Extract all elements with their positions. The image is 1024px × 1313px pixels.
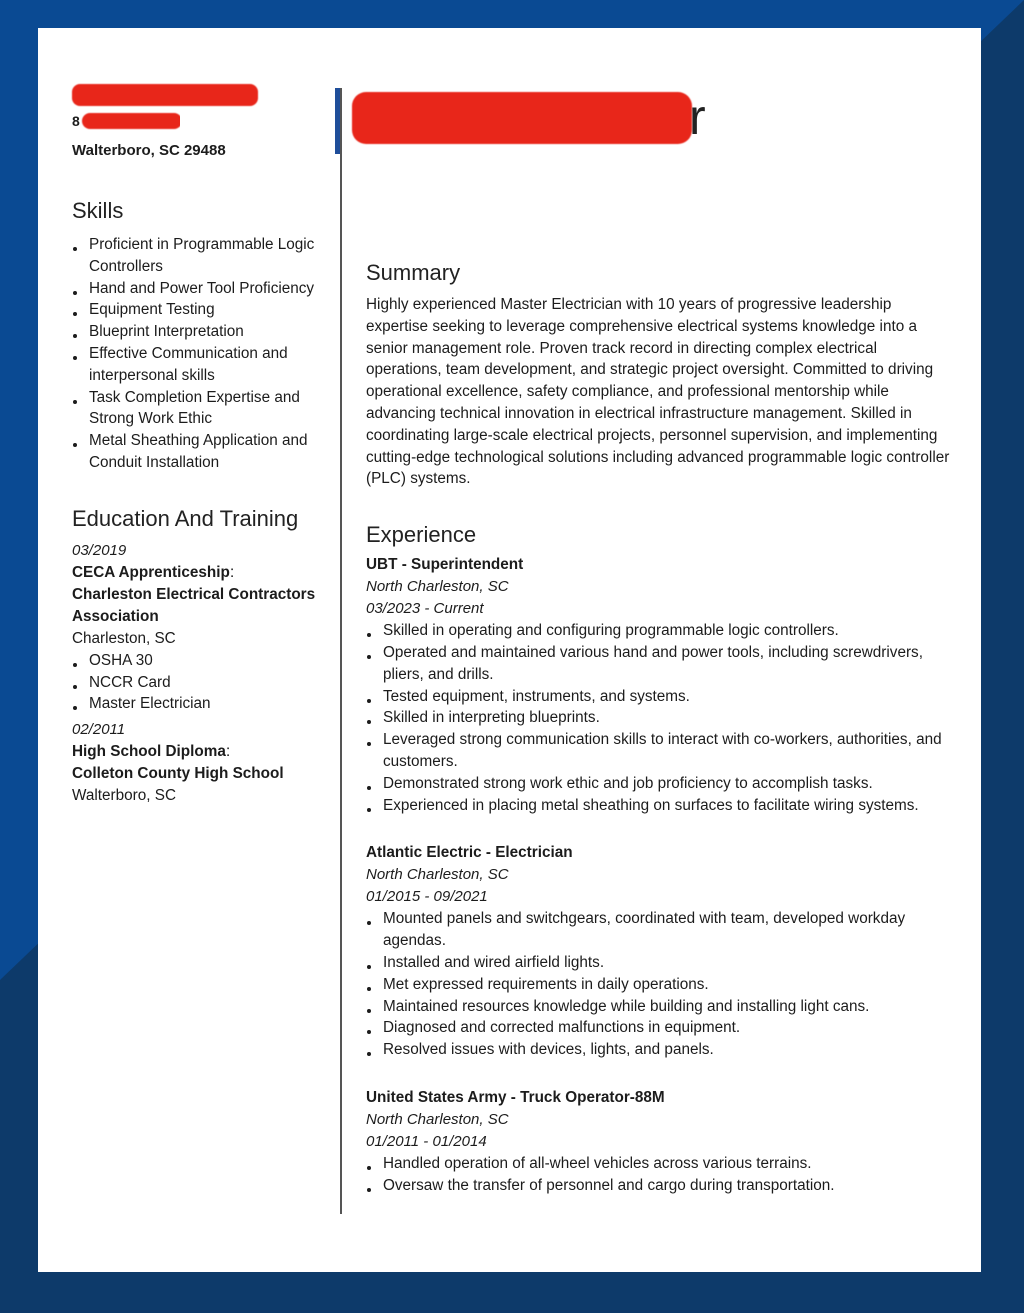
job-bullet: Handled operation of all-wheel vehicles across various terrains. — [366, 1153, 951, 1175]
job-bullet: Maintained resources knowledge while building and installing light cans. — [366, 996, 951, 1018]
education-bullet: Master Electrician — [72, 693, 322, 715]
column-divider — [340, 88, 342, 1214]
job-entry — [366, 1087, 951, 1197]
skill-item: Proficient in Programmable Logic Controllers — [72, 234, 322, 278]
job-title: Atlantic Electric - Electrician — [366, 844, 573, 862]
job-title: United States Army - Truck Operator-88M — [366, 1088, 665, 1106]
summary-heading: Summary — [366, 260, 461, 285]
education-bullets — [72, 650, 322, 715]
skill-item: Equipment Testing — [72, 299, 322, 321]
education-entry — [72, 540, 322, 715]
redacted-name — [352, 92, 692, 144]
education-degree-line: CECA Apprenticeship: — [72, 563, 235, 581]
contact-phone — [72, 112, 180, 130]
job-dates: 01/2015 - 09/2021 — [366, 888, 488, 906]
right-column — [366, 82, 951, 1223]
job-bullets — [366, 620, 951, 816]
job-bullet: Met expressed requirements in daily operations. — [366, 974, 951, 996]
job-entry — [366, 554, 951, 816]
skill-item: Hand and Power Tool Proficiency — [72, 278, 322, 300]
education-date: 02/2011 — [72, 721, 126, 739]
education-entry — [72, 719, 322, 807]
job-bullet: Experienced in placing metal sheathing on surfaces to facilitate wiring systems. — [366, 795, 951, 817]
redacted-phone — [82, 113, 180, 129]
education-school: Colleton County High School — [72, 765, 284, 783]
job-bullets — [366, 1153, 951, 1197]
candidate-name — [366, 82, 951, 152]
experience-heading: Experience — [366, 522, 477, 548]
job-location: North Charleston, SC — [366, 578, 509, 596]
education-bullet: OSHA 30 — [72, 650, 322, 672]
job-bullet: Oversaw the transfer of personnel and cargo during transportation. — [366, 1175, 951, 1197]
skill-item: Effective Communication and interpersonal skills — [72, 343, 322, 387]
job-entry — [366, 842, 951, 1061]
summary-text: Highly experienced Master Electrician with 10 years of progressive leadership expertise seeking to leverage comprehensive electrical systems knowledge into a senior management role. Proven track record in directing complex electrical operations, team development, and strategic project oversight. Committed to driving operational excellence, safety compliance, and professional mentorship while advancing technical innovation in electrical infrastructure management. Skilled in coordinating large-scale electrical projects, personnel supervision, and implementing cutting-edge technological solutions including advanced programmable logic controller (PLC) systems. — [366, 296, 950, 488]
phone-prefix: 8 — [72, 113, 80, 129]
education-location: Walterboro, SC — [72, 787, 176, 805]
skill-item: Metal Sheathing Application and Conduit Installation — [72, 430, 322, 474]
skills-list — [72, 234, 322, 474]
job-bullet: Demonstrated strong work ethic and job proficiency to accomplish tasks. — [366, 773, 951, 795]
job-location: North Charleston, SC — [366, 866, 509, 884]
education-degree: High School Diploma — [72, 743, 226, 761]
skill-item: Task Completion Expertise and Strong Work Ethic — [72, 387, 322, 431]
job-bullet: Tested equipment, instruments, and systems. — [366, 686, 951, 708]
job-bullet: Leveraged strong communication skills to interact with co-workers, authorities, and customers. — [366, 729, 951, 773]
education-school: Charleston Electrical Contractors Association — [72, 585, 316, 625]
education-degree-line: High School Diploma: — [72, 743, 231, 761]
job-bullets — [366, 908, 951, 1061]
job-bullet: Installed and wired airfield lights. — [366, 952, 951, 974]
job-dates: 01/2011 - 01/2014 — [366, 1132, 487, 1150]
redacted-email — [72, 84, 258, 106]
job-dates: 03/2023 - Current — [366, 600, 484, 618]
job-bullet: Diagnosed and corrected malfunctions in equipment. — [366, 1017, 951, 1039]
divider-accent-bar — [335, 88, 340, 154]
skills-heading: Skills — [72, 198, 124, 223]
name-suffix: r — [689, 89, 707, 145]
left-column — [72, 84, 322, 807]
education-location: Charleston, SC — [72, 629, 176, 647]
resume-page — [38, 28, 981, 1272]
education-degree: CECA Apprenticeship — [72, 563, 230, 581]
job-bullet: Skilled in operating and configuring programmable logic controllers. — [366, 620, 951, 642]
education-date: 03/2019 — [72, 541, 127, 559]
contact-address: Walterboro, SC 29488 — [72, 142, 226, 159]
job-bullet: Mounted panels and switchgears, coordinated with team, developed workday agendas. — [366, 908, 951, 952]
job-bullet: Operated and maintained various hand and power tools, including screwdrivers, pliers, and drills. — [366, 642, 951, 686]
education-bullet: NCCR Card — [72, 672, 322, 694]
job-bullet: Skilled in interpreting blueprints. — [366, 707, 951, 729]
job-title: UBT - Superintendent — [366, 556, 524, 574]
skill-item: Blueprint Interpretation — [72, 321, 322, 343]
job-bullet: Resolved issues with devices, lights, and panels. — [366, 1039, 951, 1061]
education-heading: Education And Training — [72, 505, 299, 531]
job-location: North Charleston, SC — [366, 1110, 509, 1128]
